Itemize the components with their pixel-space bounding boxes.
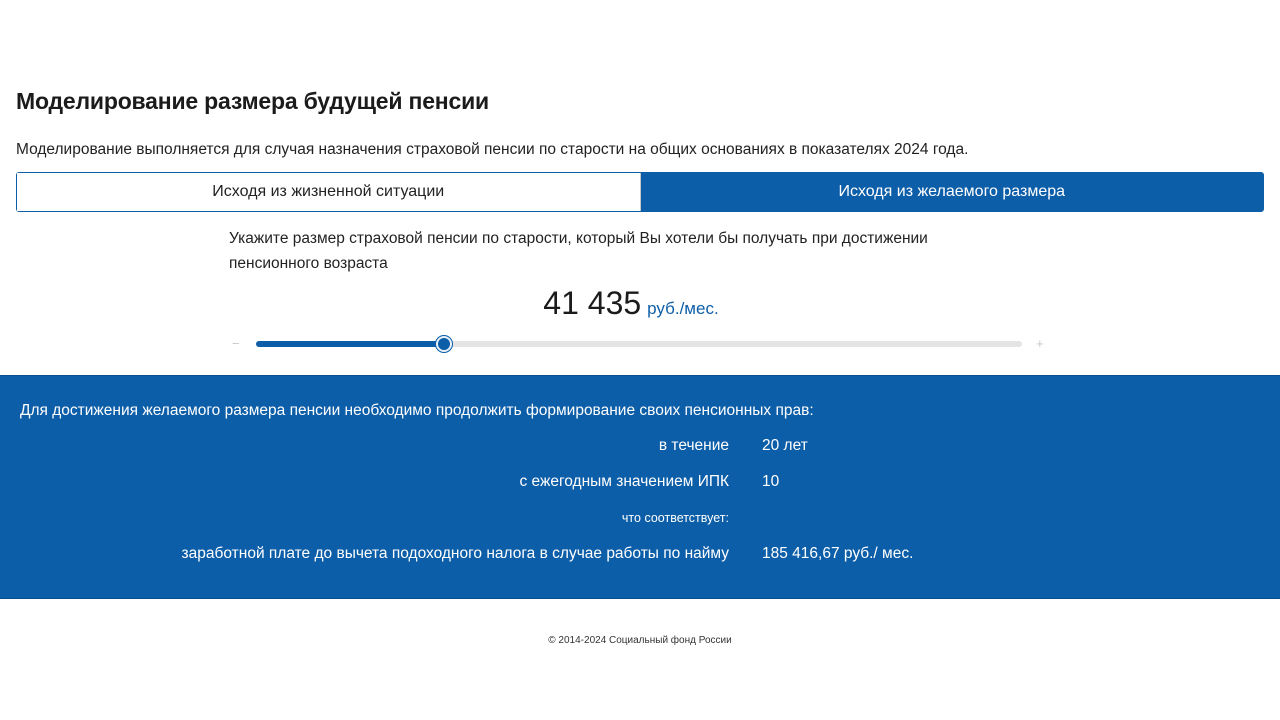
result-label: в течение bbox=[658, 437, 729, 454]
result-value: 10 bbox=[762, 473, 780, 490]
amount-slider[interactable] bbox=[256, 341, 1022, 347]
result-label: с ежегодным значением ИПК bbox=[519, 473, 729, 490]
page-description: Моделирование выполняется для случая назначения страховой пенсии по старости на общих основаниях в показателях 2024 года. bbox=[16, 141, 969, 158]
amount-display bbox=[0, 285, 1280, 322]
footer-copyright: © 2014-2024 Социальный фонд России bbox=[548, 635, 732, 646]
result-intro: Для достижения желаемого размера пенсии необходимо продолжить формирование своих пенсионных прав: bbox=[20, 402, 814, 419]
amount-unit: руб./мес. bbox=[647, 299, 719, 318]
tab-desired-amount[interactable]: Исходя из желаемого размера bbox=[641, 173, 1264, 211]
mode-tabs bbox=[16, 172, 1264, 212]
slider-fill bbox=[256, 341, 444, 347]
page-title: Моделирование размера будущей пенсии bbox=[16, 88, 489, 114]
result-label: заработной плате до вычета подоходного налога в случае работы по найму bbox=[181, 545, 729, 562]
slider-increase-button[interactable]: + bbox=[1036, 336, 1044, 351]
slider-thumb[interactable] bbox=[436, 336, 452, 352]
result-label: что соответствует: bbox=[621, 511, 729, 525]
amount-prompt: Укажите размер страховой пенсии по старости, который Вы хотели бы получать при достижении пенсионного возраста bbox=[229, 230, 928, 272]
tab-life-situation[interactable]: Исходя из жизненной ситуации bbox=[17, 173, 641, 211]
amount-value: 41 435 bbox=[543, 285, 642, 321]
result-value: 20 лет bbox=[762, 437, 808, 454]
result-panel bbox=[0, 375, 1280, 599]
slider-decrease-button[interactable]: − bbox=[232, 336, 240, 351]
result-value: 185 416,67 руб./ мес. bbox=[762, 545, 914, 562]
